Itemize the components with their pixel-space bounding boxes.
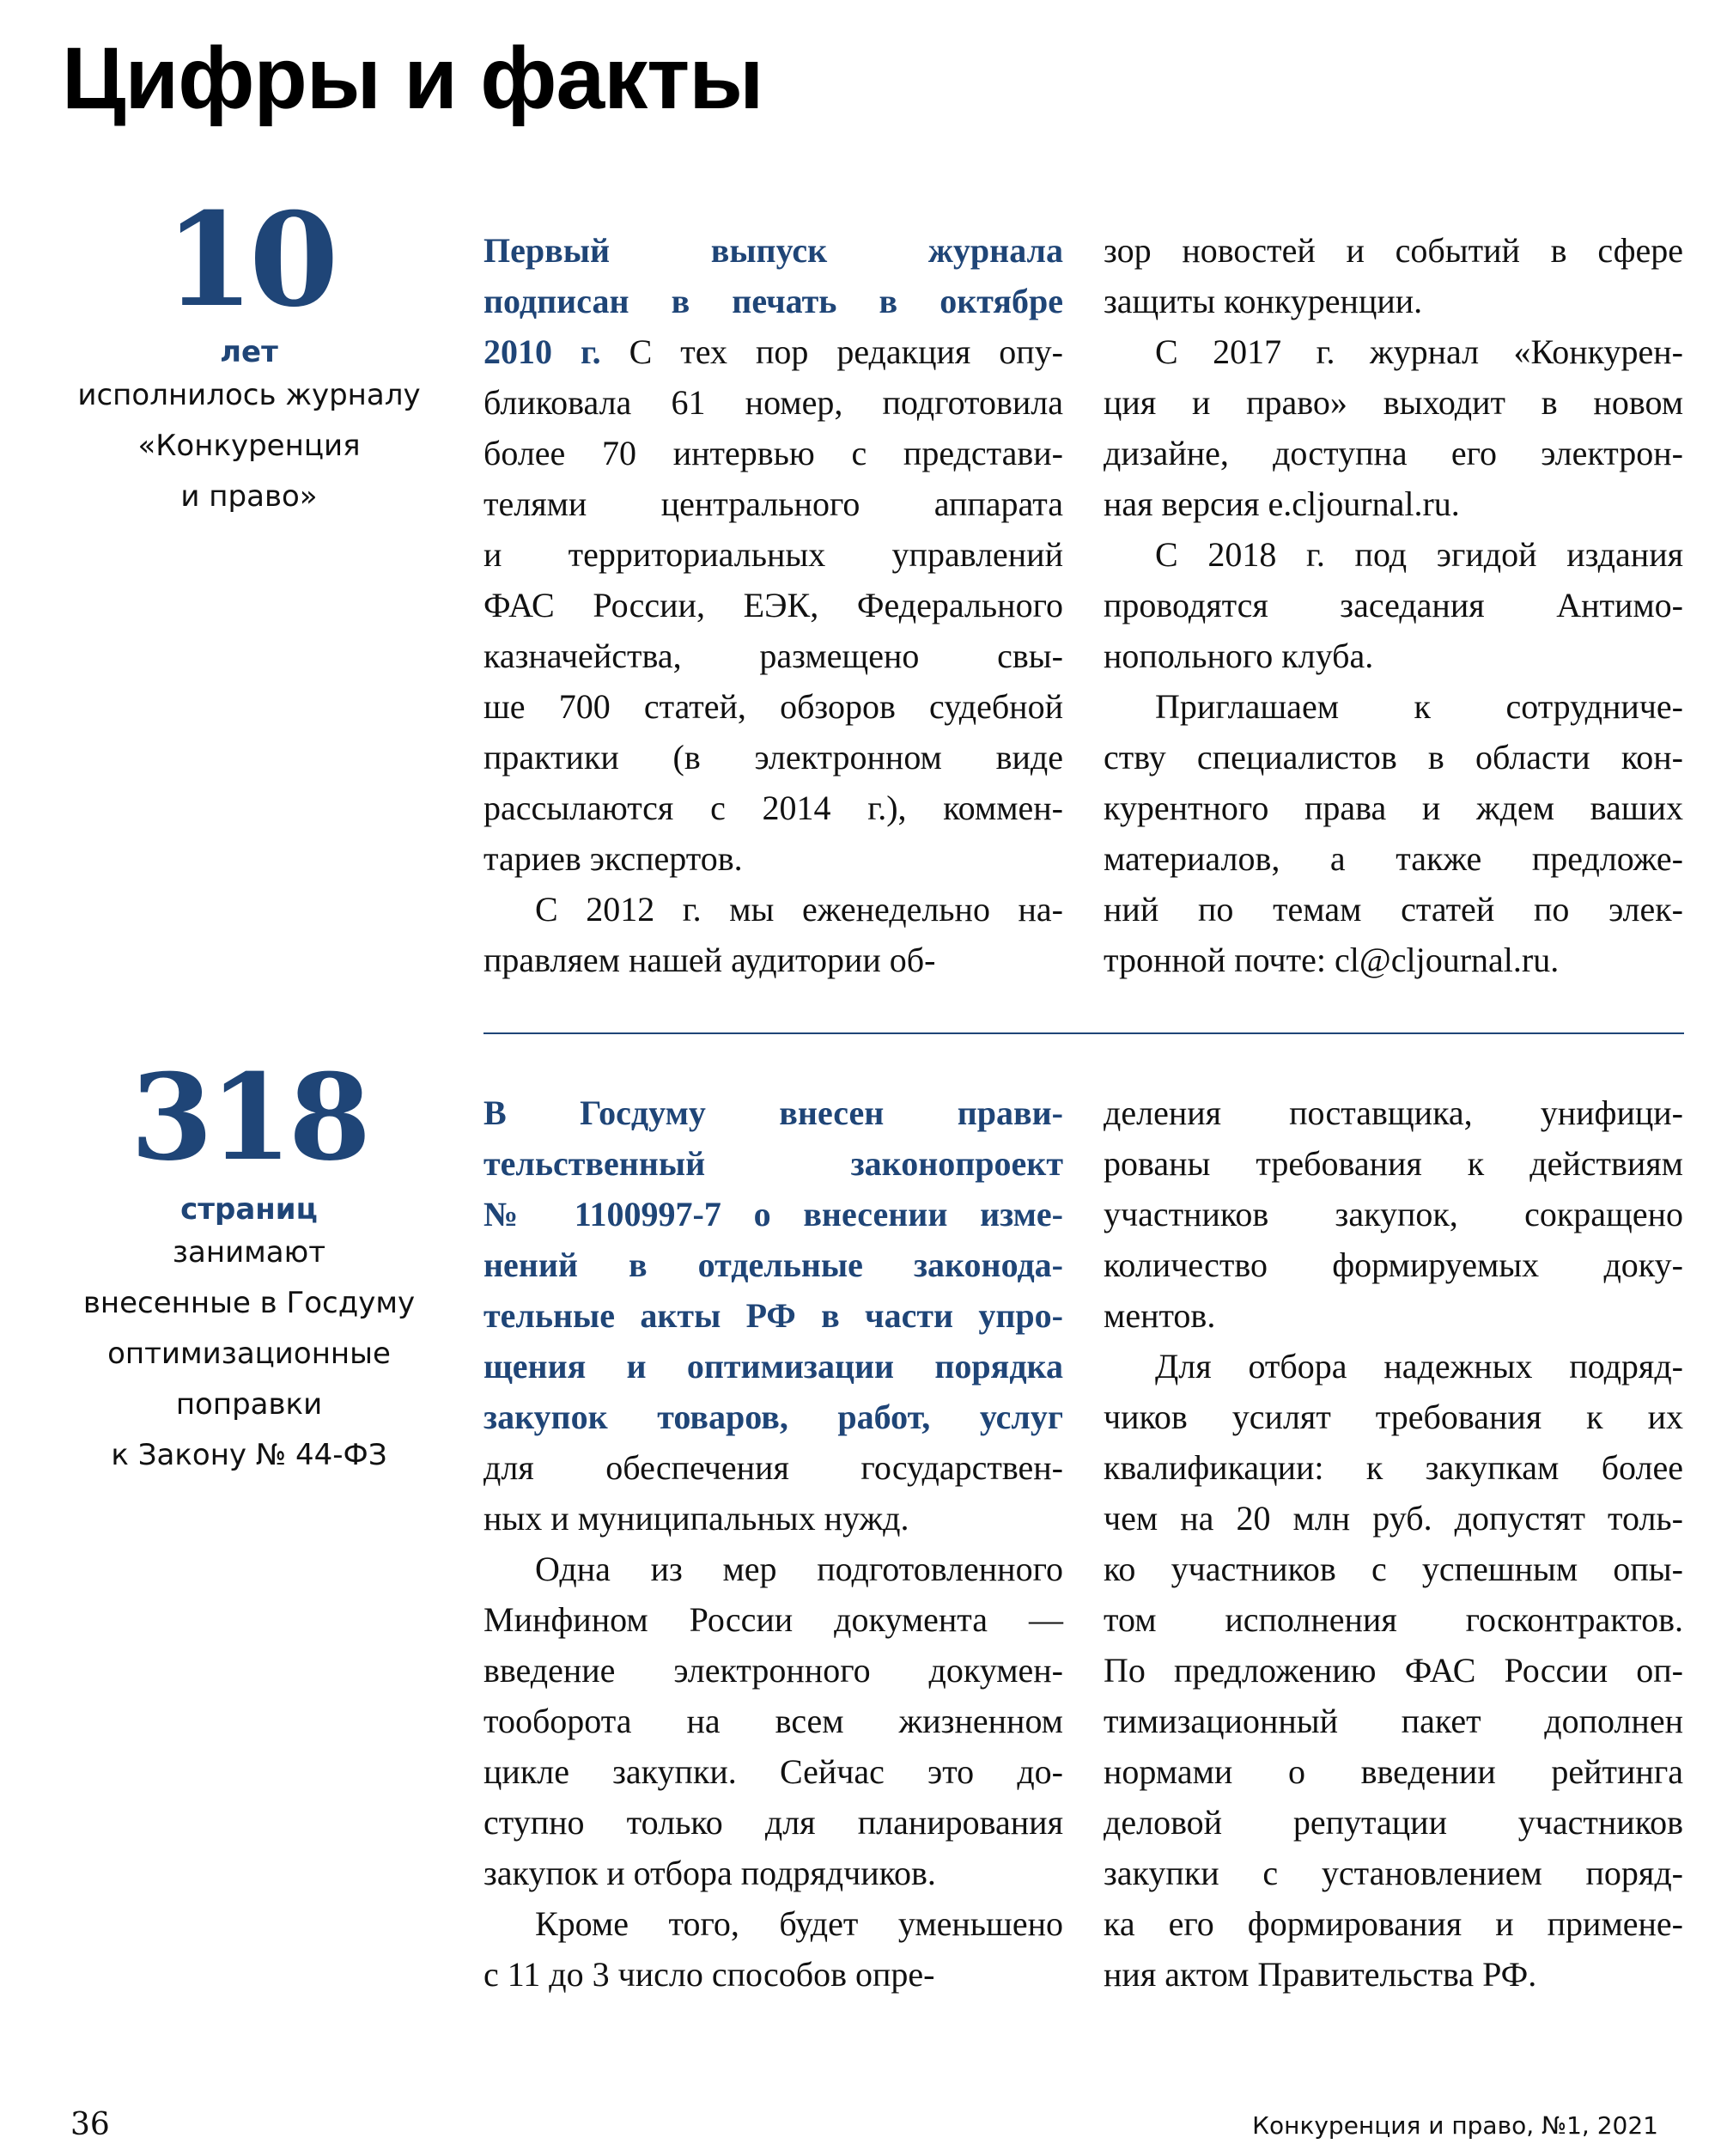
stat-block-pages <box>52 1047 447 1481</box>
text-line <box>1104 884 1683 935</box>
text-line <box>1104 1696 1683 1746</box>
body-text: По предложению ФАС России оп- <box>1104 1651 1683 1690</box>
stat-description <box>52 1227 447 1481</box>
text-line <box>483 1898 1063 1949</box>
text-line <box>1104 783 1683 833</box>
text-line <box>483 1341 1063 1392</box>
lead-text: тельные акты РФ в части упро- <box>483 1296 1063 1335</box>
body-text: ния актом Правительства РФ. <box>1104 1955 1537 1994</box>
text-line <box>483 732 1063 783</box>
text-line <box>1104 1594 1683 1645</box>
text-line <box>483 630 1063 681</box>
text-line <box>483 833 1063 884</box>
page-number: 36 <box>70 2107 110 2142</box>
text-line <box>1104 1189 1683 1239</box>
lead-text: нений в отдельные законода- <box>483 1245 1063 1284</box>
text-line <box>483 884 1063 935</box>
body-text: закупок и отбора подрядчиков. <box>483 1854 936 1892</box>
lead-text: 2010 г. <box>483 332 601 371</box>
body-text: С 2012 г. мы еженедельно на- <box>535 890 1063 929</box>
text-line <box>1104 580 1683 630</box>
body-text: ка его формирования и примене- <box>1104 1904 1683 1943</box>
body-text: казначейства, размещено свы- <box>483 636 1063 675</box>
text-line <box>483 478 1063 529</box>
text-line <box>1104 478 1683 529</box>
body-text: и территориальных управлений <box>483 535 1063 574</box>
body-text: закупки с установлением поряд- <box>1104 1854 1683 1892</box>
journal-issue: Конкуренция и право, №1, 2021 <box>1252 2111 1658 2140</box>
text-line <box>483 1848 1063 1898</box>
text-line <box>1104 1493 1683 1544</box>
body-text: защиты конкуренции. <box>1104 282 1423 320</box>
text-line <box>483 1696 1063 1746</box>
text-line <box>1104 630 1683 681</box>
body-text: ция и право» выходит в новом <box>1104 383 1683 422</box>
body-text: тооборота на всем жизненном <box>483 1702 1063 1740</box>
text-line <box>483 377 1063 428</box>
text-line <box>1104 1544 1683 1594</box>
body-text: С тех пор редакция опу- <box>600 332 1064 371</box>
body-text: участников закупок, сокращено <box>1104 1195 1683 1233</box>
body-text: том исполнения госконтрактов. <box>1104 1600 1683 1639</box>
stat-number: 10 <box>164 185 334 336</box>
text-line <box>483 1493 1063 1544</box>
body-text: Одна из мер подготовленного <box>535 1550 1063 1588</box>
stat-description-line: «Конкуренция <box>137 428 361 463</box>
body-text: телями центрального аппарата <box>483 484 1063 523</box>
stat-description-line: исполнилось журналу <box>77 377 421 412</box>
text-line <box>1104 1949 1683 2000</box>
body-text: тронной почте: cl@cljournal.ru. <box>1104 941 1560 979</box>
text-line <box>1104 225 1683 276</box>
text-line <box>1104 1239 1683 1290</box>
body-text: Кроме того, будет уменьшено <box>535 1904 1063 1943</box>
stat-number: 318 <box>130 1047 368 1187</box>
text-line <box>1104 1341 1683 1392</box>
stat-description-line: поправки <box>175 1386 323 1422</box>
text-line <box>483 1594 1063 1645</box>
text-line <box>1104 1138 1683 1189</box>
text-line <box>483 1087 1063 1138</box>
stat-description-line: оптимизационные <box>107 1336 391 1371</box>
body-text: правляем нашей аудитории об- <box>483 941 936 979</box>
text-line <box>1104 326 1683 377</box>
body-text: тимизационный пакет дополнен <box>1104 1702 1683 1740</box>
text-line <box>1104 1442 1683 1493</box>
text-line <box>1104 1746 1683 1797</box>
text-line <box>1104 529 1683 580</box>
body-text: рассылаются с 2014 г.), коммен- <box>483 789 1063 827</box>
body-text: ний по темам статей по элек- <box>1104 890 1683 929</box>
text-line <box>483 1290 1063 1341</box>
text-line <box>1104 1087 1683 1138</box>
body-text: деления поставщика, унифици- <box>1104 1093 1683 1132</box>
text-line <box>1104 1392 1683 1442</box>
body-text: зор новостей и событий в сфере <box>1104 231 1683 270</box>
body-text: ству специалистов в области кон- <box>1104 738 1683 777</box>
lead-text: Первый выпуск журнала <box>483 231 1063 270</box>
body-text: с 11 до 3 число способов опре- <box>483 1955 935 1994</box>
text-line <box>1104 276 1683 326</box>
body-text: ная версия e.cljournal.ru. <box>1104 484 1460 523</box>
stat-description-line: и право» <box>180 478 318 514</box>
body-text: более 70 интервью с представи- <box>483 434 1063 472</box>
stat-description-line: занимают <box>172 1234 326 1270</box>
text-line <box>1104 681 1683 732</box>
text-line <box>483 935 1063 985</box>
body-text: деловой репутации участников <box>1104 1803 1683 1842</box>
text-line <box>483 1949 1063 2000</box>
text-line <box>1104 1848 1683 1898</box>
text-line <box>1104 833 1683 884</box>
body-text: цикле закупки. Сейчас это до- <box>483 1752 1063 1791</box>
body-text: практики (в электронном виде <box>483 738 1063 777</box>
body-text: курентного права и ждем ваших <box>1104 789 1683 827</box>
text-line <box>483 1442 1063 1493</box>
text-line <box>483 681 1063 732</box>
text-line <box>483 783 1063 833</box>
text-line <box>1104 1797 1683 1848</box>
text-line <box>1104 1290 1683 1341</box>
text-line <box>1104 377 1683 428</box>
text-line <box>483 1797 1063 1848</box>
body-text: рованы требования к действиям <box>1104 1144 1683 1183</box>
text-line <box>483 276 1063 326</box>
lead-text: № 1100997-7 о внесении изме- <box>483 1195 1063 1233</box>
text-line <box>1104 935 1683 985</box>
text-line <box>483 1544 1063 1594</box>
lead-text: тельственный законопроект <box>483 1144 1063 1183</box>
stat-description <box>52 370 447 522</box>
text-line <box>1104 428 1683 478</box>
body-text: чиков усилят требования к их <box>1104 1398 1683 1436</box>
body-text: ше 700 статей, обзоров судебной <box>483 687 1063 726</box>
text-line <box>1104 732 1683 783</box>
body-text: ментов. <box>1104 1296 1216 1335</box>
lead-text: В Госдуму внесен прави- <box>483 1093 1063 1132</box>
text-line <box>1104 1645 1683 1696</box>
body-text: дизайне, доступна его электрон- <box>1104 434 1683 472</box>
article-column-2 <box>1104 1087 1683 2000</box>
text-line <box>483 326 1063 377</box>
body-text: ФАС России, ЕЭК, Федерального <box>483 586 1063 624</box>
article-column-1 <box>483 225 1063 985</box>
body-text: введение электронного докумен- <box>483 1651 1063 1690</box>
stat-unit: страниц <box>180 1192 318 1227</box>
text-line <box>483 428 1063 478</box>
text-line <box>483 1239 1063 1290</box>
body-text: Приглашаем к сотрудниче- <box>1155 687 1683 726</box>
stat-unit: лет <box>220 335 278 369</box>
body-text: ко участников с успешным опы- <box>1104 1550 1683 1588</box>
section-divider <box>483 1032 1684 1034</box>
text-line <box>483 1138 1063 1189</box>
lead-text: закупок товаров, работ, услуг <box>483 1398 1063 1436</box>
text-line <box>483 1189 1063 1239</box>
stat-description-line: внесенные в Госдуму <box>82 1285 416 1320</box>
lead-text: щения и оптимизации порядка <box>483 1347 1063 1386</box>
text-line <box>483 580 1063 630</box>
text-line <box>483 529 1063 580</box>
text-line <box>483 225 1063 276</box>
body-text: С 2017 г. журнал «Конкурен- <box>1155 332 1683 371</box>
body-text: ных и муниципальных нужд. <box>483 1499 909 1538</box>
text-line <box>483 1746 1063 1797</box>
body-text: нопольного клуба. <box>1104 636 1374 675</box>
body-text: чем на 20 млн руб. допустят толь- <box>1104 1499 1683 1538</box>
text-line <box>1104 1898 1683 1949</box>
text-line <box>483 1645 1063 1696</box>
body-text: Для отбора надежных подряд- <box>1155 1347 1683 1386</box>
text-line <box>483 1392 1063 1442</box>
article-column-2 <box>1104 225 1683 985</box>
stat-block-years <box>52 185 447 522</box>
lead-text: подписан в печать в октябре <box>483 282 1063 320</box>
body-text: проводятся заседания Антимо- <box>1104 586 1683 624</box>
article-column-1 <box>483 1087 1063 2000</box>
body-text: бликовала 61 номер, подготовила <box>483 383 1063 422</box>
body-text: материалов, а также предложе- <box>1104 839 1683 878</box>
body-text: для обеспечения государствен- <box>483 1448 1063 1487</box>
body-text: квалификации: к закупкам более <box>1104 1448 1683 1487</box>
body-text: нормами о введении рейтинга <box>1104 1752 1683 1791</box>
body-text: тариев экспертов. <box>483 839 743 878</box>
body-text: С 2018 г. под эгидой издания <box>1155 535 1683 574</box>
body-text: Минфином России документа — <box>483 1600 1063 1639</box>
body-text: количество формируемых доку- <box>1104 1245 1683 1284</box>
stat-description-line: к Закону № 44-ФЗ <box>111 1437 387 1472</box>
body-text: ступно только для планирования <box>483 1803 1063 1842</box>
page-title: Цифры и факты <box>62 29 763 127</box>
